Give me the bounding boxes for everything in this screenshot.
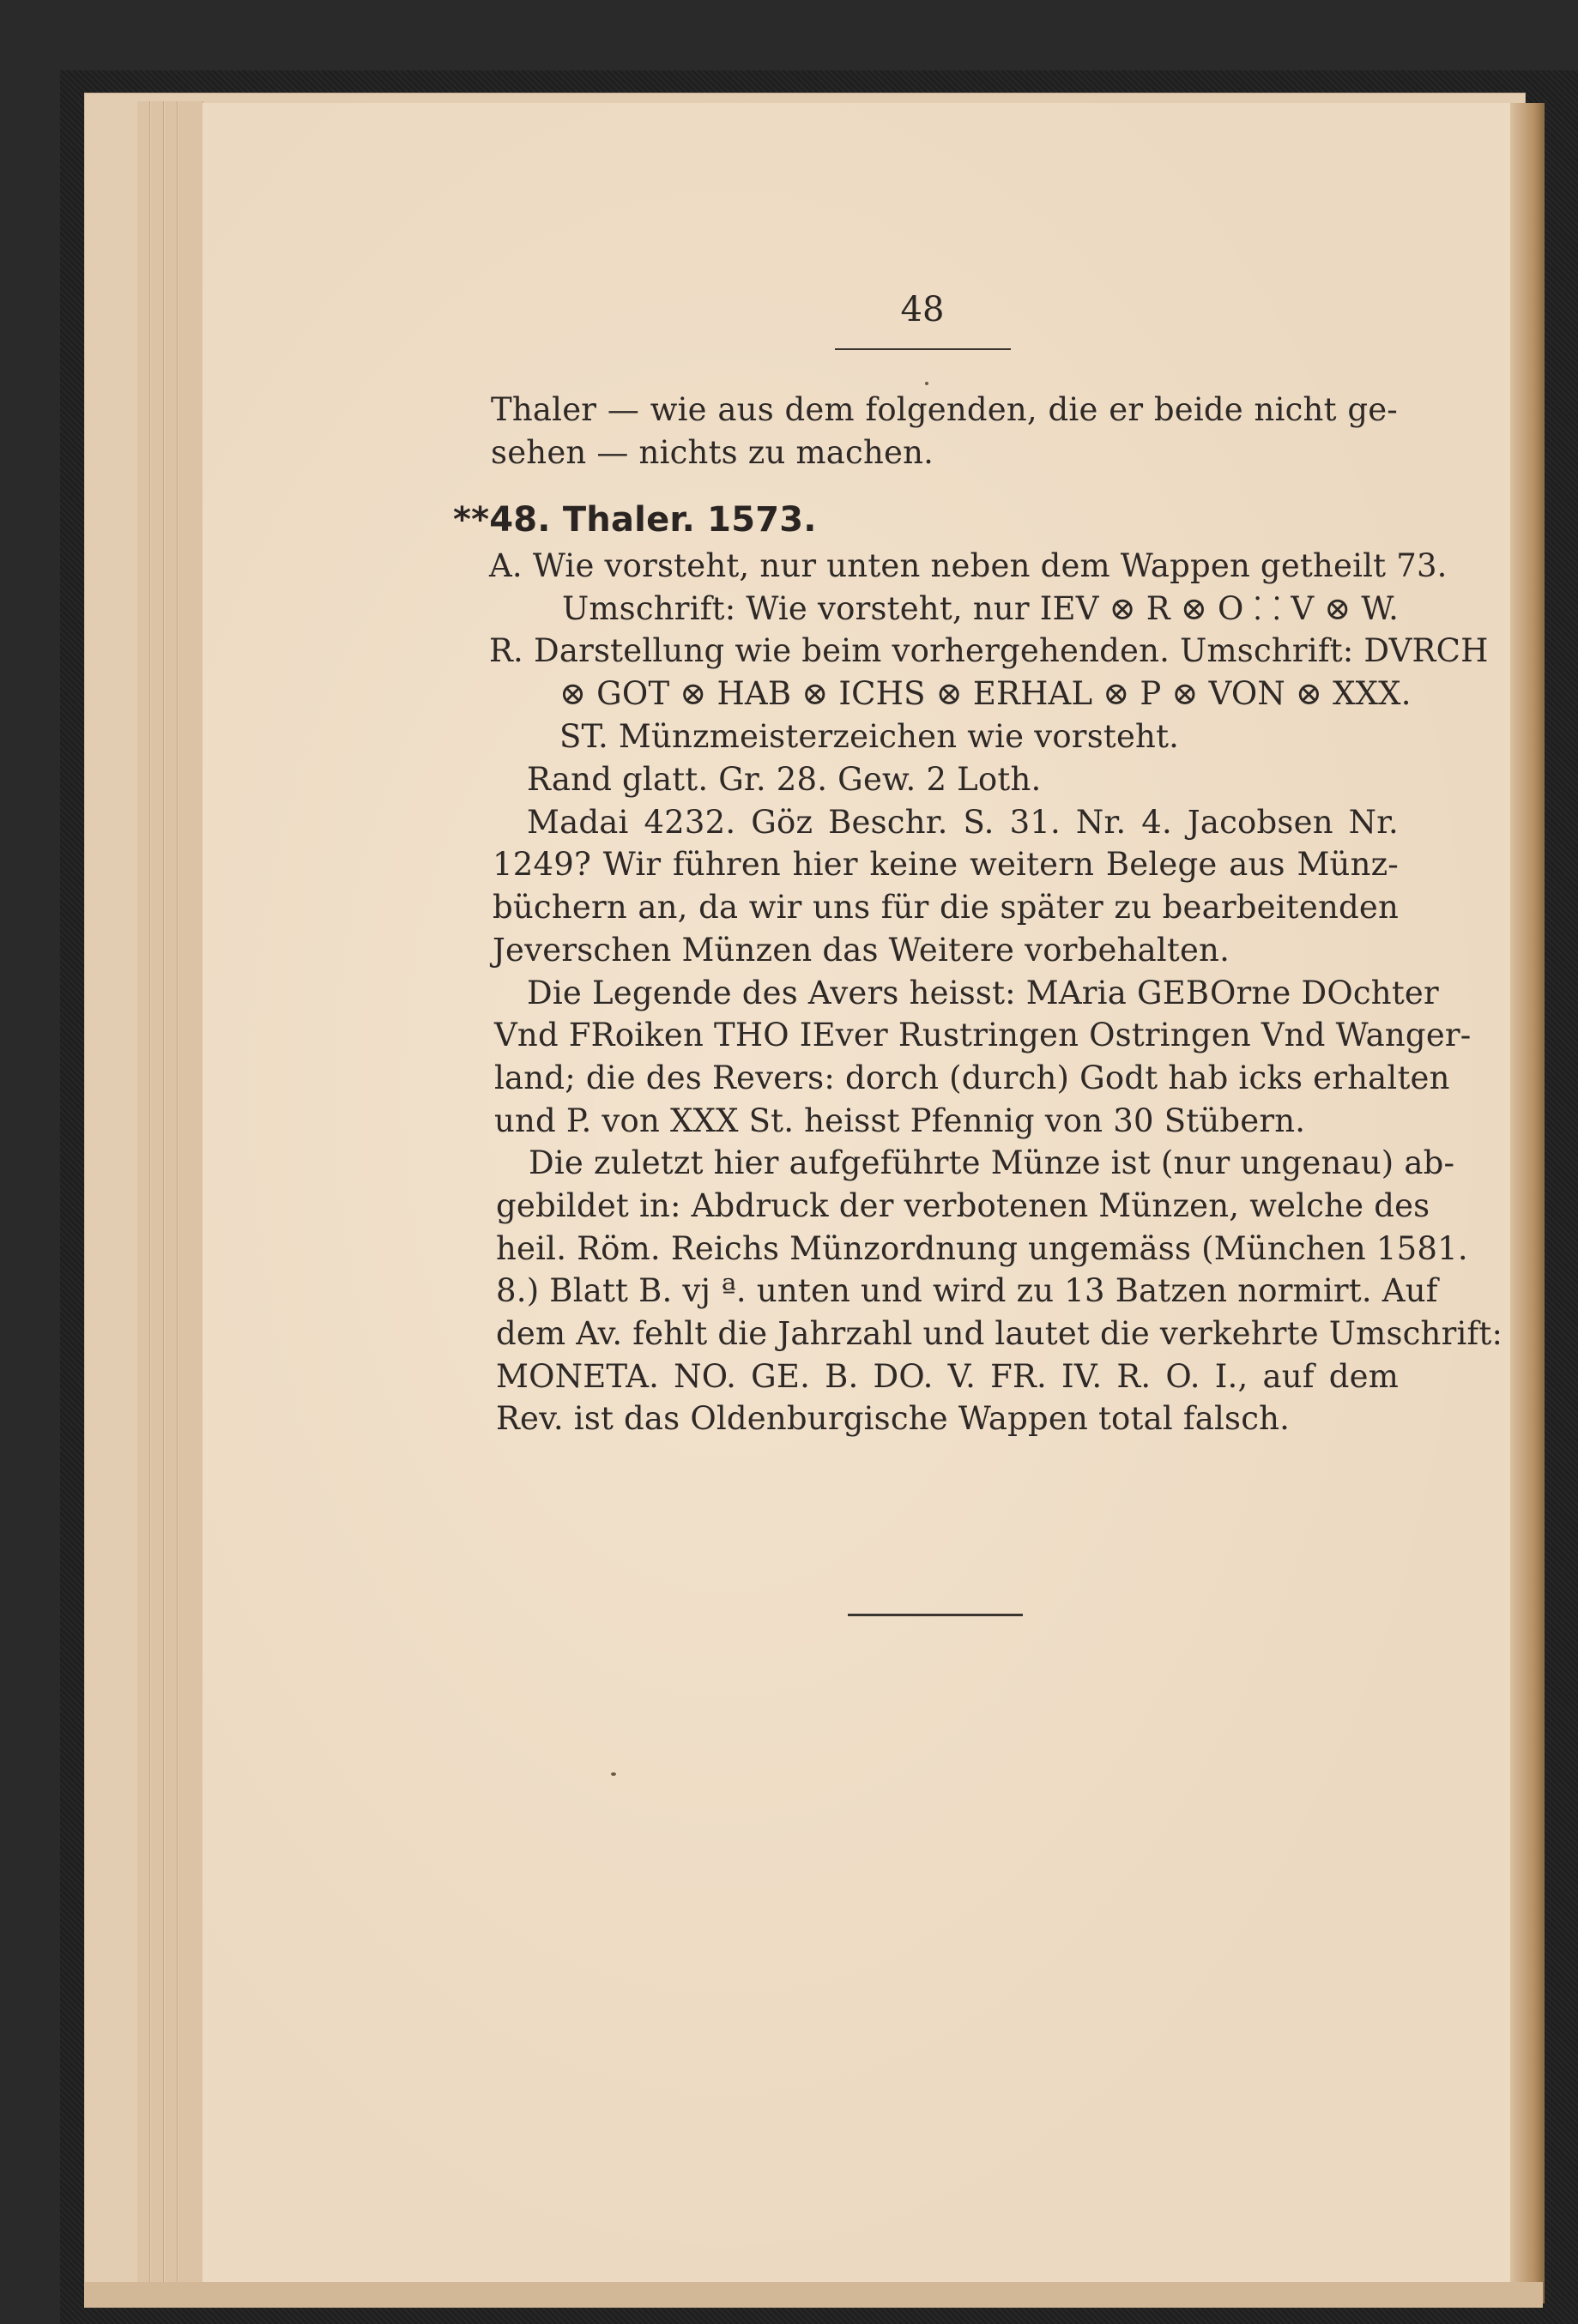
page-edge: [190, 101, 203, 2302]
text-line: MONETA. NO. GE. B. DO. V. FR. IV. R. O. I., auf dem: [496, 1358, 1399, 1395]
text-line: A. Wie vorsteht, nur unten neben dem Wappen getheilt 73.: [489, 547, 1448, 584]
text-line: Die Legende des Avers heisst: MAria GEBOrne DOchter: [527, 975, 1439, 1011]
header-rule: [835, 348, 1011, 350]
text-line: Rand glatt. Gr. 28. Gew. 2 Loth.: [527, 761, 1042, 798]
text-line: R. Darstellung wie beim vorhergehenden. Umschrift: DVRCH: [489, 632, 1489, 669]
text-line: Thaler — wie aus dem folgenden, die er beide nicht ge-: [491, 391, 1398, 428]
text-line: Vnd FRoiken THO IEver Rustringen Ostringen Vnd Wanger-: [494, 1017, 1472, 1053]
text-line: ⊗ GOT ⊗ HAB ⊗ ICHS ⊗ ERHAL ⊗ P ⊗ VON ⊗ XXX.: [559, 675, 1412, 712]
text-line: Rev. ist das Oldenburgische Wappen total falsch.: [496, 1400, 1291, 1437]
page-edge: [178, 101, 191, 2302]
page-gutter-edge: [1510, 103, 1545, 2303]
paper-speck: [611, 1772, 616, 1776]
text-line: Die zuletzt hier aufgeführte Münze ist (nur ungenau) ab-: [529, 1144, 1455, 1181]
page-edge: [165, 101, 178, 2302]
text-line: land; die des Revers: dorch (durch) Godt hab icks erhalten: [494, 1059, 1450, 1096]
text-line: ST. Münzmeisterzeichen wie vorsteht.: [559, 718, 1180, 755]
text-line: gebildet in: Abdruck der verbotenen Münzen, welche des: [496, 1187, 1430, 1224]
page-bottom-edge: [84, 2282, 1543, 2308]
page-edge: [151, 101, 164, 2302]
text-line: 1249? Wir führen hier keine weitern Belege aus Münz-: [493, 846, 1399, 883]
page-number: 48: [900, 290, 945, 329]
section-heading: **48. Thaler. 1573.: [453, 500, 817, 540]
text-line: Umschrift: Wie vorsteht, nur IEV ⊗ R ⊗ O ⸬ V ⊗ W.: [562, 590, 1400, 627]
text-line: Madai 4232. Göz Beschr. S. 31. Nr. 4. Jacobsen Nr.: [527, 804, 1399, 841]
text-line: 8.) Blatt B. vj ª. unten und wird zu 13 Batzen normirt. Auf: [496, 1272, 1438, 1309]
page-edge: [137, 101, 150, 2302]
paper-speck: [925, 382, 928, 385]
text-line: dem Av. fehlt die Jahrzahl und lautet die verkehrte Umschrift:: [496, 1315, 1503, 1352]
text-line: büchern an, da wir uns für die später zu bearbeitenden: [493, 889, 1399, 926]
text-line: und P. von XXX St. heisst Pfennig von 30 Stübern.: [494, 1102, 1306, 1139]
end-rule: [848, 1614, 1023, 1616]
text-line: Jeverschen Münzen das Weitere vorbehalten.: [493, 932, 1230, 969]
text-line: sehen — nichts zu machen.: [491, 434, 934, 471]
text-line: heil. Röm. Reichs Münzordnung ungemäss (München 1581.: [496, 1230, 1468, 1267]
